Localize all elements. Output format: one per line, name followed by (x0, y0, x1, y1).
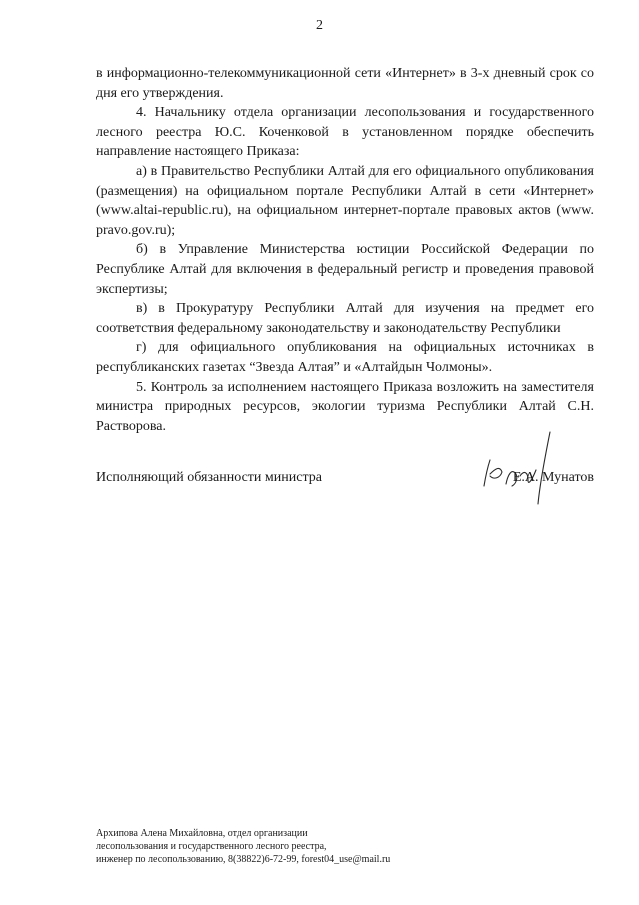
handwritten-signature (476, 426, 556, 506)
document-body (96, 64, 594, 436)
paragraph-continuation: в информационно-телекоммуникационной сети «Интернет» в 3-х дневный срок со дня его утверждения. (96, 66, 594, 101)
executor-line-2: лесопользования и государственного лесного реестра, (96, 841, 327, 852)
paragraph-item-4b: б) в Управление Министерства юстиции Российской Федерации по Республике Алтай для включения в федеральный регистр и проведения правовой экспертизы; (96, 242, 594, 297)
paragraph-item-4a: а) в Правительство Республики Алтай для его официального опубликования (размещения) на официальном портале Республики Алтай в сети «Интернет» (www.altai-republic.ru), на официальном интернет-портале правовых актов (www. pravo.gov.ru); (96, 163, 594, 238)
executor-line-3: инженер по лесопользованию, 8(38822)6-72-99, forest04_use@mail.ru (96, 854, 391, 865)
signatory-name: Е.А. Мунатов (512, 470, 594, 485)
signature-block (96, 470, 594, 494)
paragraph-item-4v: в) в Прокуратуру Республики Алтай для изучения на предмет его соответствия федеральному законодательству и законодательству Республики (96, 301, 594, 336)
paragraph-item-5: 5. Контроль за исполнением настоящего Приказа возложить на заместителя министра природных ресурсов, экологии туризма Республики Алтай С.Н. Растворова. (96, 379, 594, 434)
paragraph-item-4g: г) для официального опубликования на официальных источниках в республиканских газетах “Звезда Алтая” и «Алтайдын Чолмоны». (96, 340, 594, 375)
signatory-title: Исполняющий обязанности министра (96, 470, 322, 485)
page-number: 2 (316, 18, 323, 33)
paragraph-item-4: 4. Начальнику отдела организации лесопользования и государственного лесного реестра Ю.С. Коченковой в установленном порядке обеспечить направление настоящего Приказа: (96, 105, 594, 160)
executor-line-1: Архипова Алена Михайловна, отдел организации (96, 828, 308, 839)
executor-note (96, 827, 496, 866)
